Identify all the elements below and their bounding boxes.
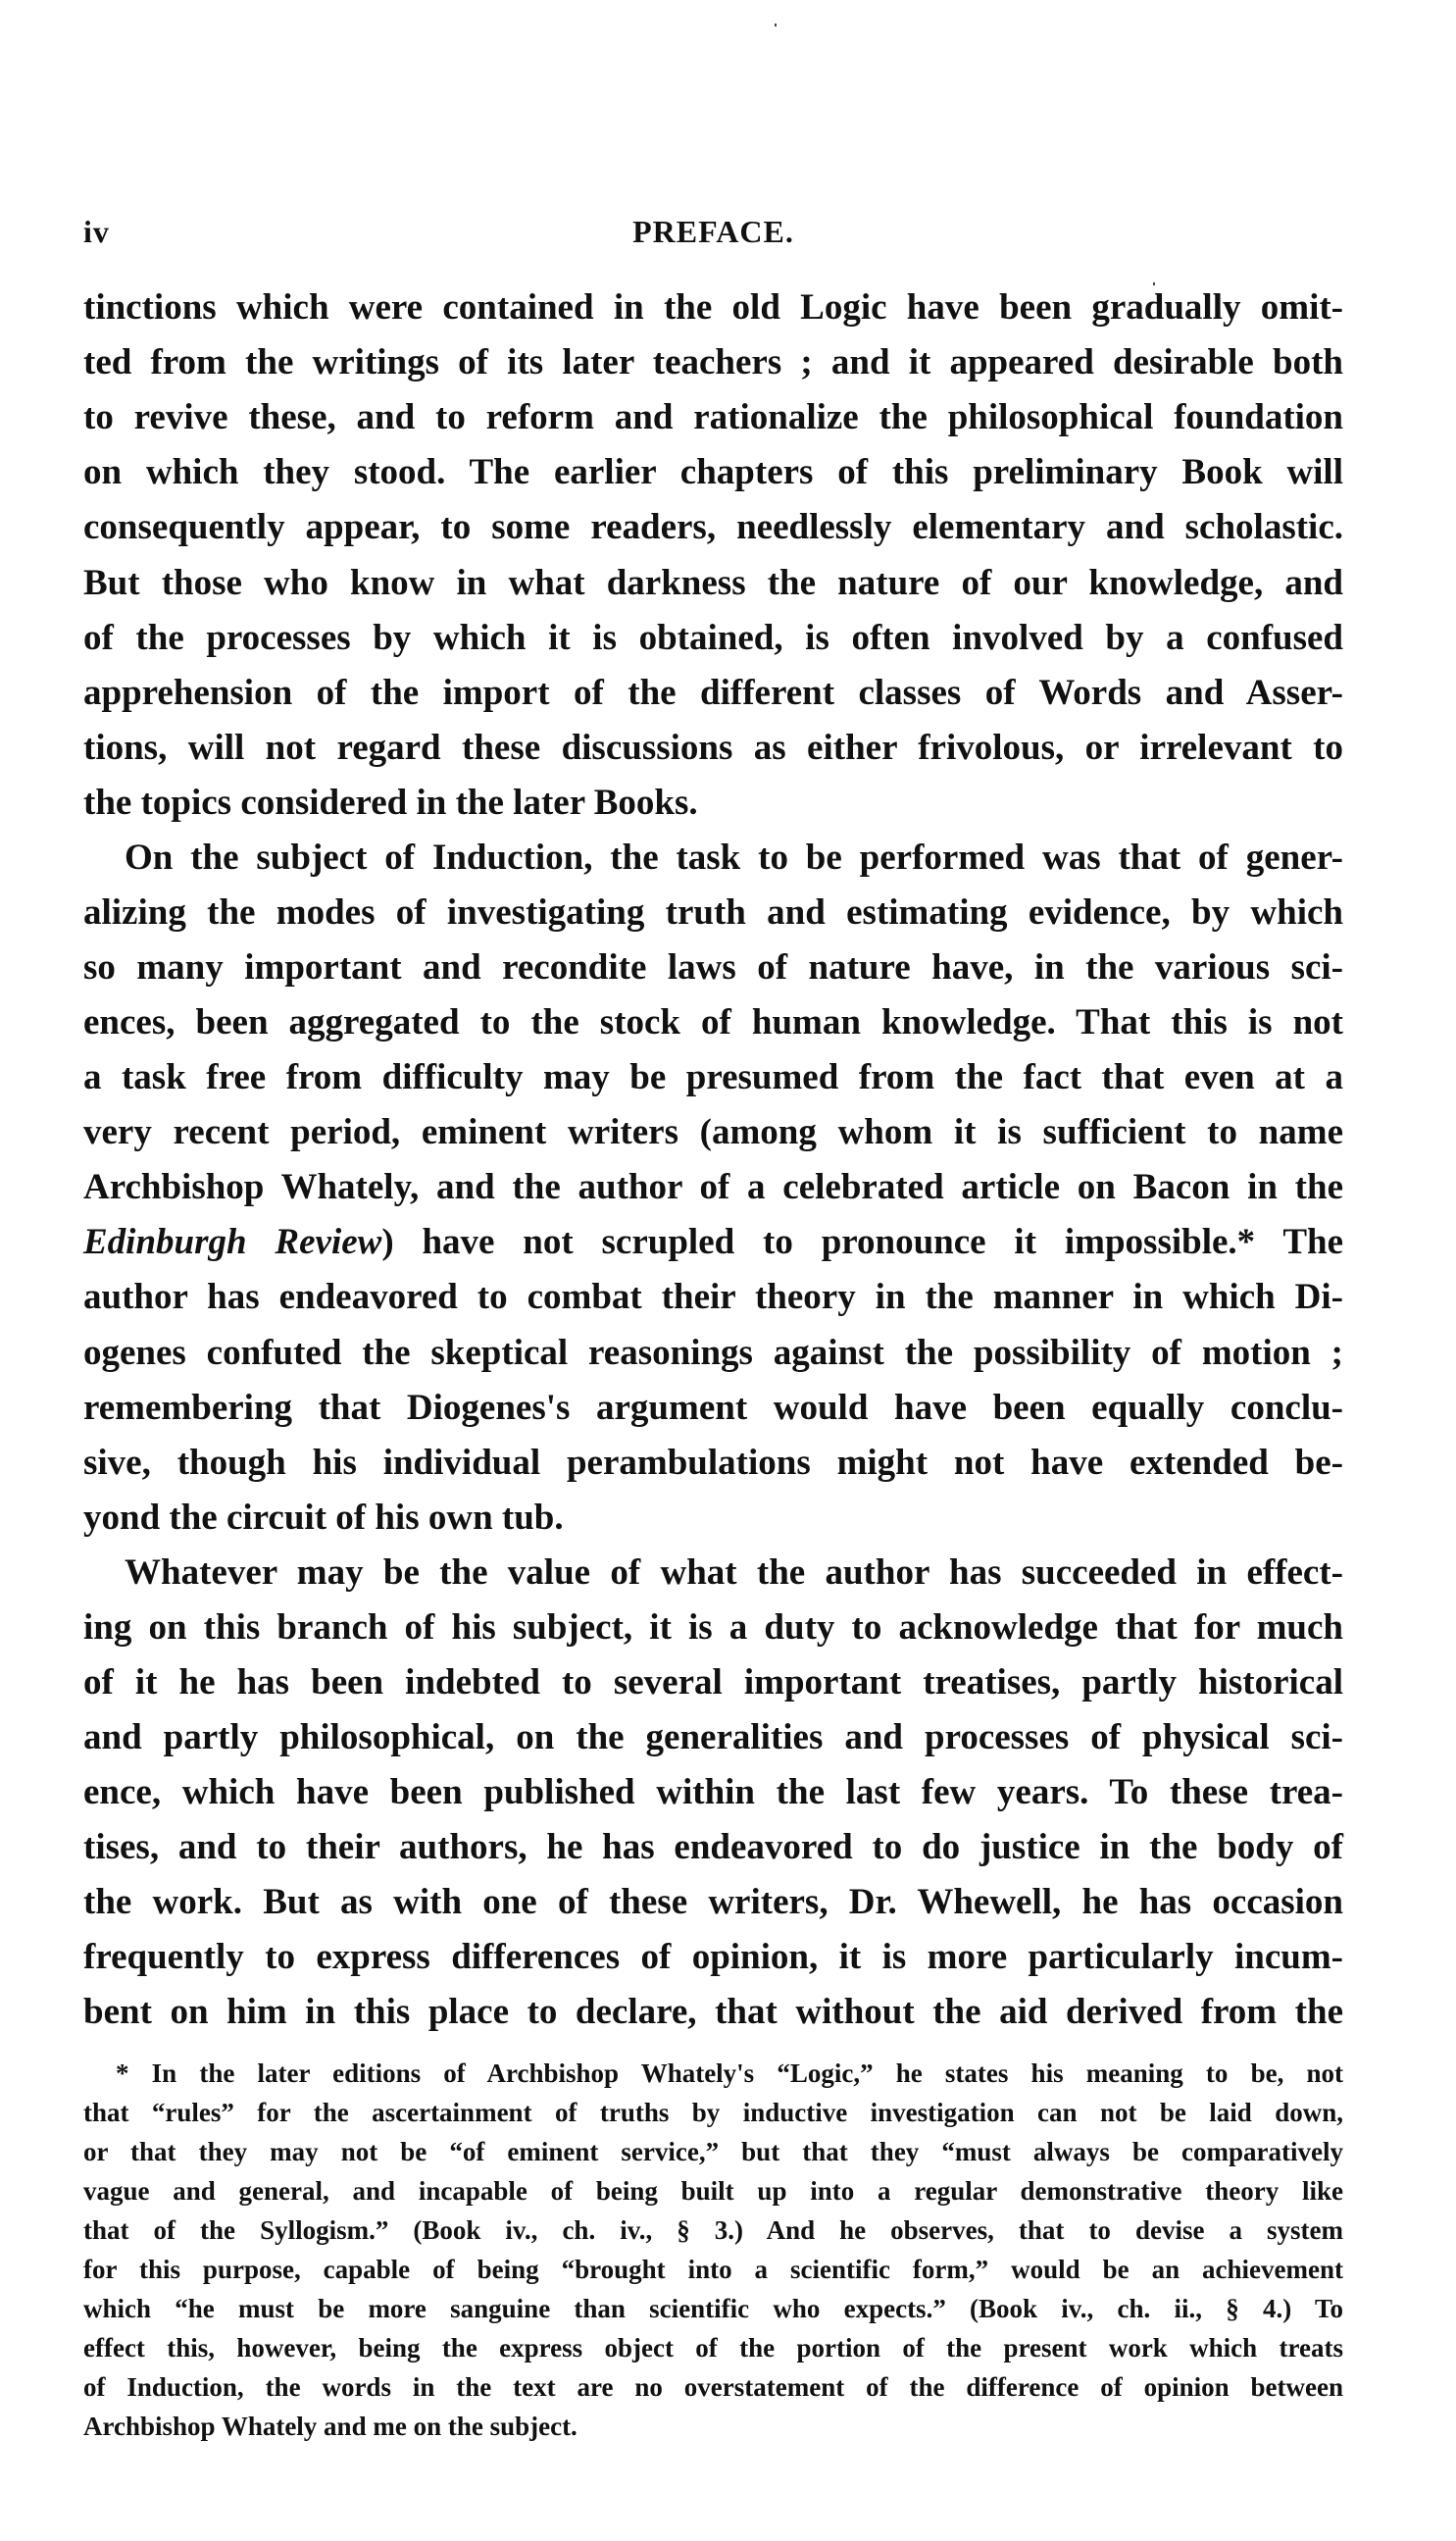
body-line: But those who know in what darkness the nature of our knowledge, and <box>83 563 1343 603</box>
footnote-line: for this purpose, capable of being “brought into a scientific form,” would be an achievement <box>83 2255 1343 2284</box>
body-line: ence, which have been published within the last few years. To these trea- <box>83 1772 1343 1812</box>
body-line: the topics considered in the later Books. <box>83 783 698 823</box>
page-title: PREFACE. <box>632 214 794 249</box>
body-line: ogenes confuted the skeptical reasonings against the possibility of motion ; <box>83 1333 1343 1373</box>
body-line: a task free from difficulty may be presumed from the fact that even at a <box>83 1057 1343 1097</box>
body-line: on which they stood. The earlier chapters of this preliminary Book will <box>83 452 1343 492</box>
body-line: tises, and to their authors, he has endeavored to do justice in the body of <box>83 1827 1343 1867</box>
body-line: ences, been aggregated to the stock of human knowledge. That this is not <box>83 1002 1343 1042</box>
line-rest: ) have not scrupled to pronounce it impossible.* The <box>381 1222 1343 1262</box>
footnote-line: that of the Syllogism.” (Book iv., ch. iv., § 3.) And he observes, that to devise a system <box>83 2215 1343 2245</box>
body-line: Archbishop Whately, and the author of a celebrated article on Bacon in the <box>83 1167 1343 1207</box>
footnote-line: that “rules” for the ascertainment of truths by inductive investigation can not be laid down, <box>83 2098 1343 2127</box>
body-line: consequently appear, to some readers, needlessly elementary and scholastic. <box>83 507 1343 547</box>
italic-journal-title: Edinburgh Review <box>83 1222 382 1262</box>
footnote-line: Archbishop Whately and me on the subject. <box>83 2412 577 2441</box>
paragraph-start-line: Whatever may be the value of what the author has succeeded in effect- <box>125 1552 1343 1593</box>
footnote-line: which “he must be more sanguine than scientific who expects.” (Book iv., ch. ii., § 4.) To <box>83 2294 1343 2323</box>
scan-speck <box>775 24 777 26</box>
body-line: remembering that Diogenes's argument would have been equally conclu- <box>83 1388 1343 1428</box>
body-line: tions, will not regard these discussions as either frivolous, or irrelevant to <box>83 728 1343 768</box>
body-line: tinctions which were contained in the old Logic have been gradually omit- <box>83 287 1343 328</box>
body-line: yond the circuit of his own tub. <box>83 1498 564 1538</box>
body-line: ing on this branch of his subject, it is a duty to acknowledge that for much <box>83 1607 1343 1648</box>
body-line: the work. But as with one of these writers, Dr. Whewell, he has occasion <box>83 1882 1343 1922</box>
running-head <box>83 214 1343 249</box>
body-line: apprehension of the import of the different classes of Words and Asser- <box>83 673 1343 713</box>
body-line: very recent period, eminent writers (among whom it is sufficient to name <box>83 1112 1343 1152</box>
footnote-line: of Induction, the words in the text are no overstatement of the difference of opinion between <box>83 2372 1343 2402</box>
page-number: iv <box>83 214 110 249</box>
body-line: of it he has been indebted to several important treatises, partly historical <box>83 1662 1343 1702</box>
body-line: frequently to express differences of opinion, it is more particularly incum- <box>83 1937 1343 1977</box>
body-line: to revive these, and to reform and rationalize the philosophical foundation <box>83 397 1343 437</box>
footnote-line: * In the later editions of Archbishop Whately's “Logic,” he states his meaning to be, not <box>116 2058 1343 2088</box>
footnote-line: effect this, however, being the express object of the portion of the present work which treats <box>83 2333 1343 2363</box>
scan-speck <box>1153 282 1155 285</box>
body-line: bent on him in this place to declare, that without the aid derived from the <box>83 1992 1343 2032</box>
body-line: and partly philosophical, on the generalities and processes of physical sci- <box>83 1717 1343 1757</box>
body-line: sive, though his individual perambulations might not have extended be- <box>83 1443 1343 1483</box>
body-line: of the processes by which it is obtained, is often involved by a confused <box>83 618 1343 658</box>
body-line: alizing the modes of investigating truth and estimating evidence, by which <box>83 892 1343 933</box>
footnote-line: vague and general, and incapable of being built up into a regular demonstrative theory like <box>83 2176 1343 2206</box>
paragraph-start-line: On the subject of Induction, the task to be performed was that of gener- <box>125 838 1343 878</box>
footnote-line: or that they may not be “of eminent service,” but that they “must always be comparatively <box>83 2137 1343 2166</box>
body-line: ted from the writings of its later teachers ; and it appeared desirable both <box>83 342 1343 382</box>
body-line: author has endeavored to combat their theory in the manner in which Di- <box>83 1277 1343 1317</box>
body-line <box>83 1221 1343 1264</box>
body-line: so many important and recondite laws of nature have, in the various sci- <box>83 947 1343 988</box>
